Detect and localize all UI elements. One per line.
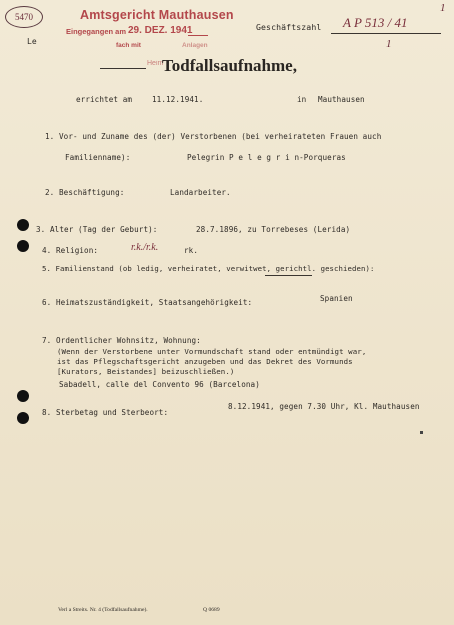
- small-mark: [420, 431, 423, 434]
- item-age-value: 28.7.1896, zu Torrebeses (Lerida): [196, 225, 351, 234]
- received-date: 29. DEZ. 1941: [128, 25, 193, 36]
- item-residence-label: 7. Ordentlicher Wohnsitz, Wohnung:: [42, 336, 201, 345]
- punch-hole: [17, 412, 29, 424]
- item-occupation-label: 2. Beschäftigung:: [45, 188, 125, 197]
- corner-number: 5470: [5, 6, 43, 28]
- item-residence-value: Sabadell, calle del Convento 96 (Barcelona): [59, 380, 260, 389]
- punch-hole: [17, 240, 29, 252]
- item-death-value: 8.12.1941, gegen 7.30 Uhr, Kl. Mauthausen: [228, 402, 420, 411]
- item-name-label: 1. Vor- und Zuname des (der) Verstorbenen (bei verheirateten Frauen auch: [45, 132, 382, 141]
- received-rule: [188, 35, 208, 36]
- anlagen-label: Anlagen: [182, 42, 208, 49]
- created-in-label: in: [297, 95, 307, 104]
- title-prefix: Heim: [147, 60, 164, 67]
- prefix-le: Le: [27, 37, 37, 46]
- fach-label: fach mit: [116, 42, 141, 49]
- item-occupation-value: Landarbeiter.: [170, 188, 231, 197]
- received-label: Eingegangen am: [66, 27, 127, 36]
- marital-underline: [265, 275, 312, 276]
- reference-rule: [331, 33, 441, 34]
- document-title: Todfallsaufnahme,: [162, 56, 297, 75]
- item-religion-label: 4. Religion:: [42, 246, 99, 255]
- item-name-value: Pelegrin P e l e g r i n-Porqueras: [187, 153, 346, 162]
- item-citizenship-label: 6. Heimatszuständigkeit, Staatsangehörigkeit:: [42, 298, 253, 307]
- punch-hole: [17, 219, 29, 231]
- item-marital-label: 5. Familienstand (ob ledig, verheiratet, verwitwet, gerichtl. geschieden):: [42, 264, 375, 273]
- court-stamp-name: Amtsgericht Mauthausen: [80, 8, 234, 22]
- reference-label: Geschäftszahl: [256, 22, 322, 32]
- item-religion-handwritten: r.k./r.k.: [131, 242, 159, 253]
- item-residence-note1: (Wenn der Verstorbene unter Vormundschaft stand oder entmündigt war,: [57, 347, 367, 356]
- reference-value: A P 513 / 41: [343, 15, 408, 30]
- punch-hole: [17, 390, 29, 402]
- created-date: 11.12.1941.: [152, 95, 204, 104]
- footer-code: Q 0689: [203, 607, 220, 613]
- footer-form: Verl a Streits. Nr. 4 (Todfallsaufnahme).: [58, 607, 148, 613]
- item-death-label: 8. Sterbetag und Sterbeort:: [42, 408, 169, 417]
- reference-sub: 1: [386, 38, 392, 50]
- created-place: Mauthausen: [318, 95, 365, 104]
- created-label: errichtet am: [76, 95, 133, 104]
- item-name-label2: Familienname):: [65, 153, 131, 162]
- item-citizenship-value: Spanien: [320, 294, 353, 303]
- title-rule: [100, 68, 146, 69]
- item-age-label: 3. Alter (Tag der Geburt):: [36, 225, 158, 234]
- item-residence-note3: [Kurators, Beistandes] beizuschließen.): [57, 367, 235, 376]
- item-residence-note2: ist das Pflegschaftsgericht anzugeben und das Dekret des Vormunds: [57, 357, 353, 366]
- item-religion-value: rk.: [184, 246, 199, 255]
- top-right-mark: 1: [440, 2, 446, 14]
